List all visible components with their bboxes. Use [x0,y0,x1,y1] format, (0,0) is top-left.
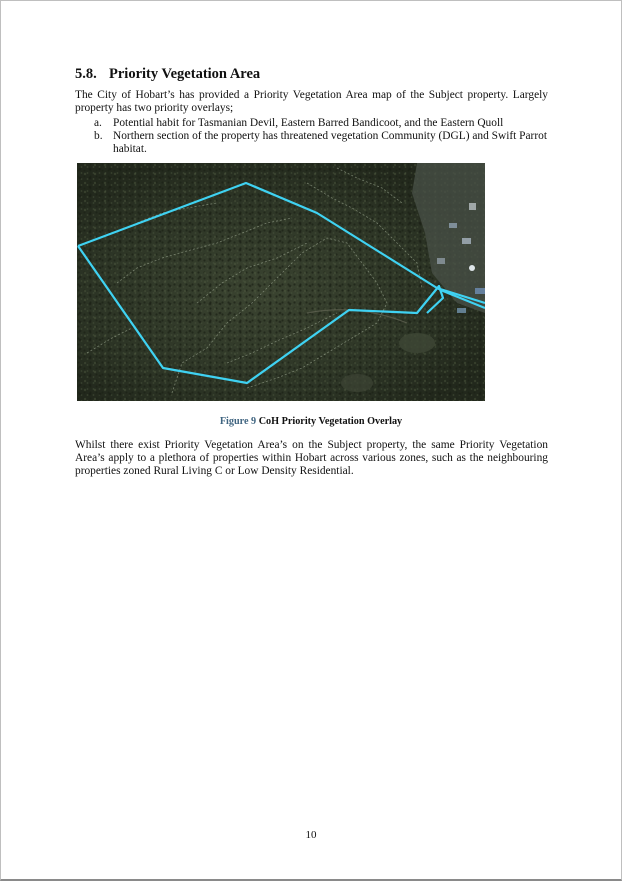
overlay-list [75,117,548,157]
section-number: 5.8. [75,66,97,82]
intro-paragraph: The City of Hobart’s has provided a Priority Vegetation Area map of the Subject property. Largely property has two priority overlays; [75,89,548,115]
list-marker: b. [94,130,103,143]
list-item [75,117,548,130]
figure-title: CoH Priority Vegetation Overlay [258,416,403,427]
figure-caption [0,416,622,427]
page-number: 10 [305,829,317,841]
section-heading [75,66,260,83]
list-item-text: Potential habit for Tasmanian Devil, Eastern Barred Bandicoot, and the Eastern Quoll [113,117,504,129]
list-marker: a. [94,117,102,129]
vegetation-overlay-map [77,163,485,401]
list-item-text: Northern section of the property has threatened vegetation Community (DGL) and Swift Parrot habitat. [113,130,547,156]
section-title: Priority Vegetation Area [109,66,261,82]
closing-paragraph: Whilst there exist Priority Vegetation Area’s on the Subject property, the same Priority Vegetation Area’s apply to a plethora of properties within Hobart across various zones, such as the neighbouring properties zoned Rural Living C or Low Density Residential. [75,439,548,478]
figure-label: Figure 9 [219,416,257,427]
list-item [75,130,548,156]
